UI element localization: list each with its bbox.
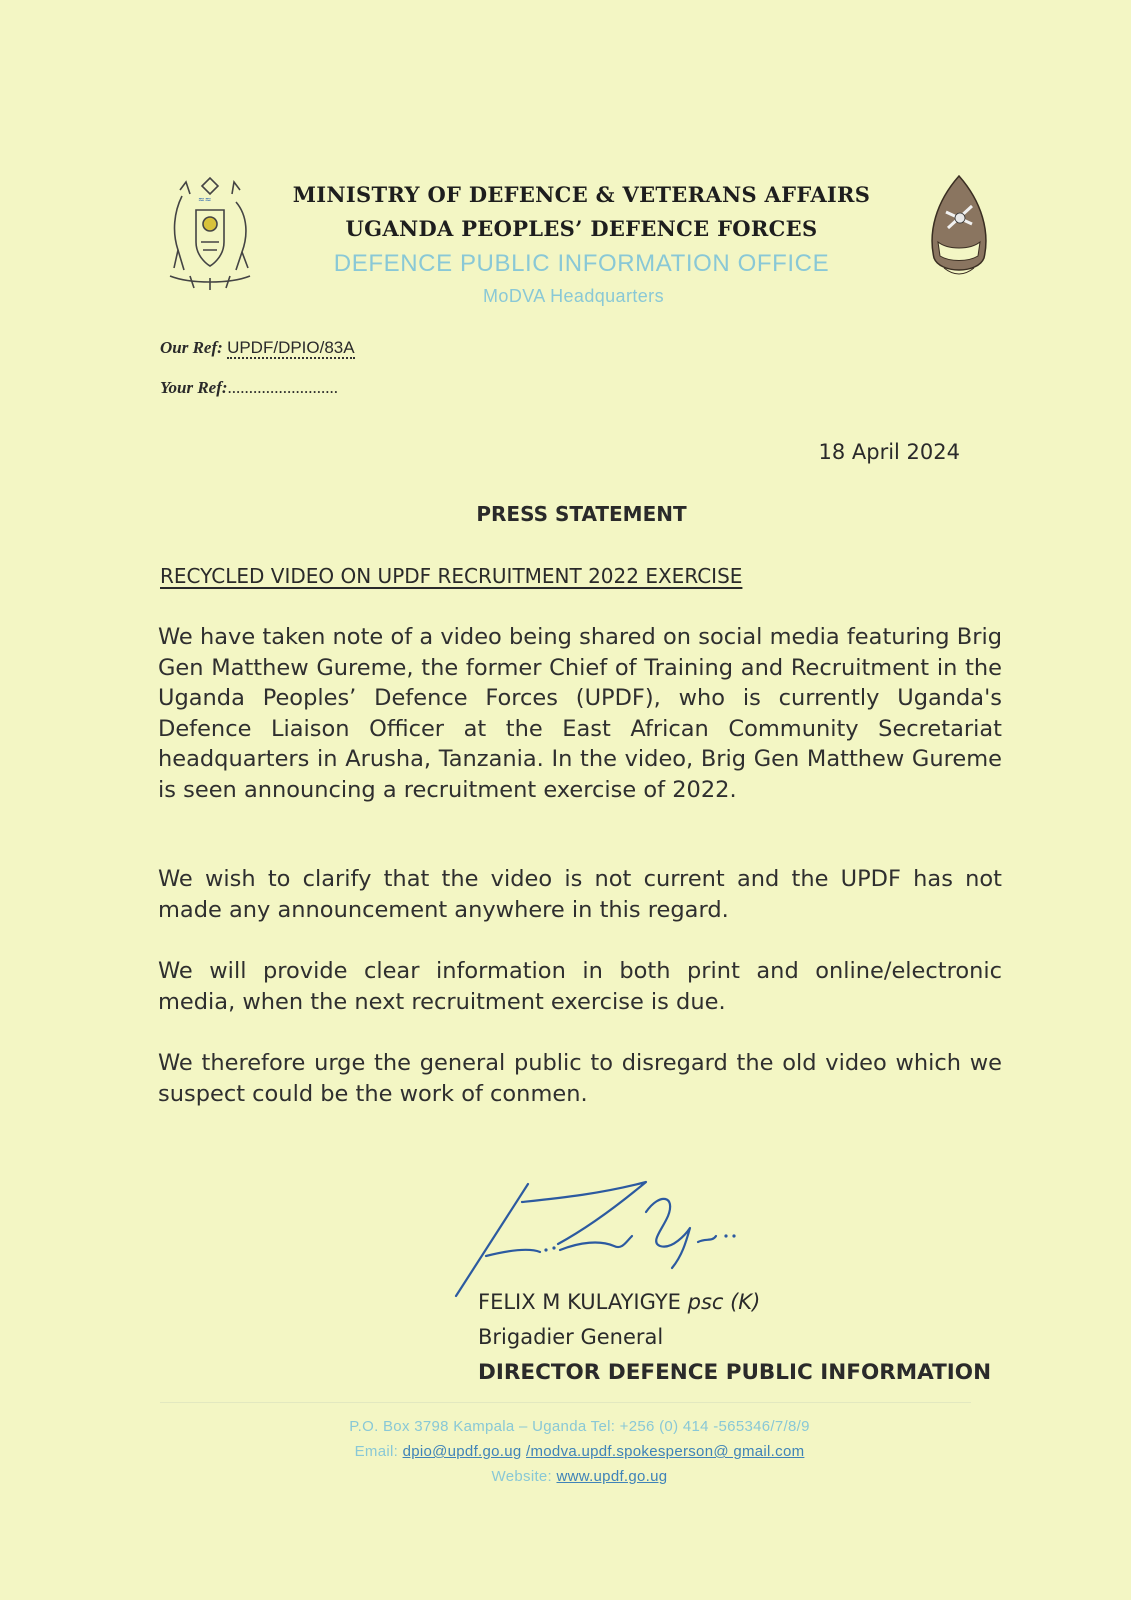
our-ref-label: Our Ref: bbox=[160, 338, 223, 357]
signatory-suffix: psc (K) bbox=[687, 1290, 761, 1314]
footer-email-link-2[interactable]: /modva.updf.spokesperson@ gmail.com bbox=[526, 1443, 805, 1460]
office-heading: DEFENCE PUBLIC INFORMATION OFFICE bbox=[333, 250, 830, 277]
paragraph-3: We will provide clear information in both print and online/electronic media, when the next recruitment exercise is due. bbox=[158, 958, 1002, 1015]
footer-email bbox=[14, 1443, 1131, 1460]
forces-heading: UGANDA PEOPLES’ DEFENCE FORCES bbox=[345, 216, 818, 241]
footer-email-link-1[interactable]: dpio@updf.go.ug bbox=[402, 1443, 522, 1460]
signatory-rank: Brigadier General bbox=[478, 1325, 664, 1349]
signatory-name: FELIX M KULAYIGYE psc (K) bbox=[478, 1290, 761, 1314]
our-ref bbox=[160, 338, 355, 358]
your-ref-value: .......................... bbox=[227, 378, 339, 397]
paragraph-4: We therefore urge the general public to disregard the old video which we suspect could be the work of conmen. bbox=[158, 1050, 1002, 1107]
signatory-position: DIRECTOR DEFENCE PUBLIC INFORMATION bbox=[478, 1360, 992, 1385]
footer-website-label: Website: bbox=[491, 1468, 553, 1485]
your-ref bbox=[160, 378, 338, 398]
headquarters-subheading: MoDVA Headquarters bbox=[483, 286, 664, 306]
footer-website-link[interactable]: www.updf.go.ug bbox=[556, 1468, 668, 1485]
handwritten-signature bbox=[450, 1172, 790, 1302]
statement-date: 18 April 2024 bbox=[818, 440, 960, 464]
your-ref-label: Your Ref: bbox=[160, 378, 228, 397]
ministry-heading: MINISTRY OF DEFENCE & VETERANS AFFAIRS bbox=[292, 182, 871, 207]
footer-website bbox=[14, 1468, 1131, 1485]
paragraph-2: We wish to clarify that the video is not current and the UPDF has not made any announcement anywhere in this regard. bbox=[158, 866, 1002, 923]
our-ref-value: UPDF/DPIO/83A bbox=[227, 338, 355, 357]
subject-line: RECYCLED VIDEO ON UPDF RECRUITMENT 2022 EXERCISE bbox=[160, 564, 743, 588]
document-title: PRESS STATEMENT bbox=[476, 502, 687, 526]
footer-email-label: Email: bbox=[354, 1443, 399, 1460]
paragraph-1: We have taken note of a video being shared on social media featuring Brig Gen Matthew Gureme, the former Chief of Training and Recruitment in the Uganda Peoples’ Defence Forces (UPDF), who is currently Uganda's Defence Liaison Officer at the East African Community Secretariat headquarters in Arusha, Tanzania. In the video, Brig Gen Matthew Gureme is seen announcing a recruitment exercise of 2022. bbox=[158, 624, 1002, 803]
footer-address: P.O. Box 3798 Kampala – Uganda Tel: +256 (0) 414 -565346/7/8/9 bbox=[349, 1418, 810, 1435]
svg-text:≈≈: ≈≈ bbox=[198, 195, 212, 204]
footer-divider bbox=[160, 1402, 971, 1403]
